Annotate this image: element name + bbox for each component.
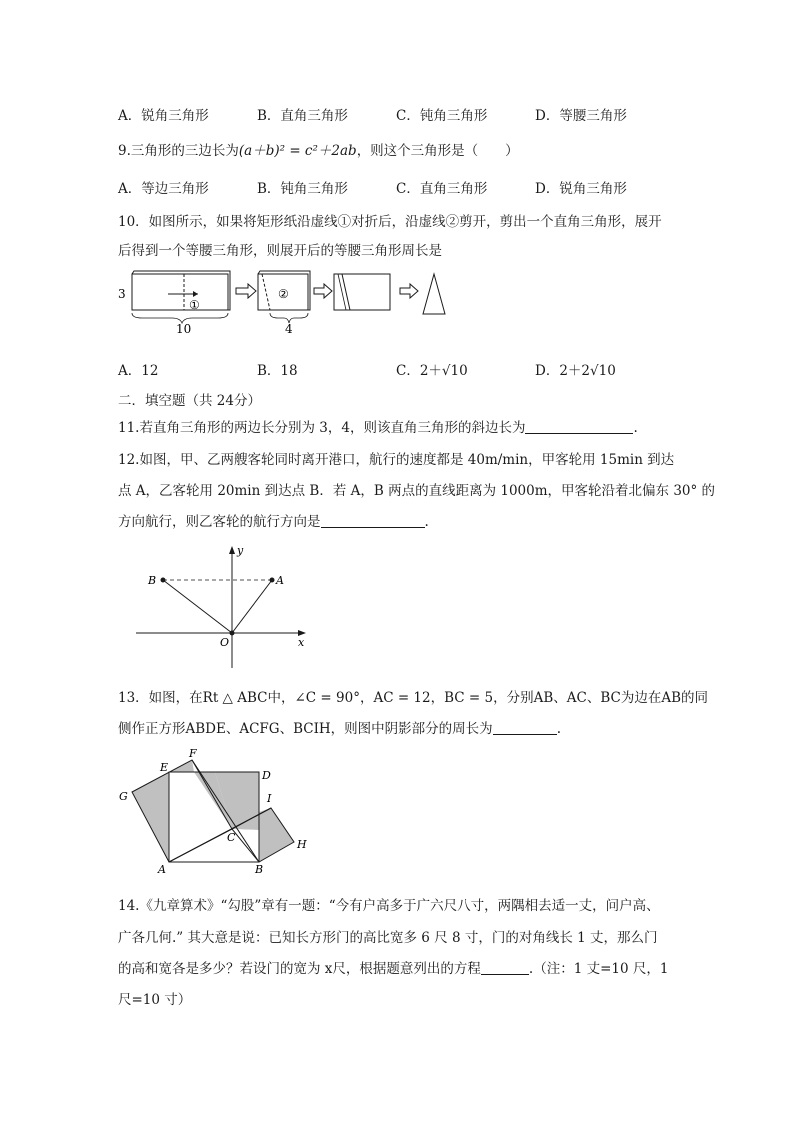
q10-figure: [112, 266, 462, 338]
q9-option-a: A．等边三角形: [118, 181, 209, 197]
q10-option-d: D．2＋2√10: [535, 363, 616, 379]
q14-line2: 广各几何.” 其大意是说：已知长方形门的高比宽多 6 尺 8 寸，门的对角线长 1 丈，那么门: [118, 930, 658, 946]
q9-option-b: B．钝角三角形: [257, 181, 348, 197]
q12-line3-text: 方向航行，则乙客轮的航行方向是: [118, 514, 321, 530]
q11-text: 11.若直角三角形的两边长分别为 3，4，则该直角三角形的斜边长为: [118, 420, 526, 436]
q13-line2-text: 侧作正方形ABDE、ACFG、BCIH，则图中阴影部分的周长为: [118, 721, 493, 737]
q10-option-c: C．2＋√10: [396, 363, 468, 379]
q11-end: .: [633, 420, 638, 436]
q14-answer-blank[interactable]: [481, 960, 529, 975]
q12-figure: [132, 540, 312, 672]
q8-option-a: A．锐角三角形: [118, 108, 209, 124]
label-f: F: [189, 747, 197, 760]
q8-option-b: B．直角三角形: [257, 108, 348, 124]
point-b: [161, 578, 166, 583]
label-a2: A: [158, 863, 166, 875]
q9-prefix: 9.三角形的三边长为: [118, 143, 239, 159]
paper-rect-1: [132, 274, 228, 310]
segment-ob: [163, 580, 232, 633]
section-2-heading: 二．填空题（共 24分）: [118, 393, 261, 409]
q12-line1: 12.如图，甲、乙两艘客轮同时离开港口，航行的速度都是 40m/min，甲客轮用 15min 到达: [118, 452, 675, 468]
q14-line4: 尺=10 寸）: [118, 992, 192, 1008]
label-y: y: [237, 544, 244, 557]
q12-end: .: [424, 514, 429, 530]
q10-option-a: A．12: [118, 363, 159, 379]
q14-line3: [118, 957, 668, 977]
segment-oa: [232, 580, 272, 633]
q12-line3: [118, 510, 429, 530]
q14-line3-text: 的高和宽各是多少？若设门的宽为 x尺，根据题意列出的方程: [118, 961, 481, 977]
point-o: [230, 631, 235, 636]
q10-line2: 后得到一个等腰三角形，则展开后的等腰三角形周长是: [118, 243, 442, 259]
label-10: 10: [176, 322, 192, 336]
q14-line1: 14.《九章算术》“勾股”章有一题：“今有户高多于广六尺八寸，两隅相去适一丈，问户高、: [118, 898, 660, 914]
q8-option-c: C．钝角三角形: [396, 108, 488, 124]
circle-2: ②: [278, 287, 289, 301]
q9-option-d: D．锐角三角形: [535, 181, 627, 197]
step-arrow-3: [400, 284, 418, 298]
step-arrow-2: [314, 284, 332, 298]
label-g: G: [119, 790, 128, 803]
label-d: D: [262, 769, 271, 782]
label-i: I: [267, 792, 272, 805]
circle-1: ①: [189, 298, 200, 312]
label-o: O: [220, 636, 230, 649]
q10-option-b: B．18: [257, 363, 298, 379]
q13-end: .: [556, 721, 561, 737]
q13-answer-blank[interactable]: [493, 720, 557, 735]
q11-answer-blank[interactable]: [525, 419, 633, 434]
label-h: H: [297, 838, 307, 851]
label-4: 4: [285, 322, 293, 336]
label-x: x: [298, 636, 305, 649]
label-c: C: [227, 831, 236, 844]
q11-question: [118, 416, 638, 436]
q10-line1: 10．如图所示，如果将矩形纸沿虚线①对折后，沿虚线②剪开，剪出一个直角三角形，展开: [118, 214, 662, 230]
q12-line2: 点 A，乙客轮用 20min 到达点 B．若 A，B 两点的直线距离为 1000m，甲客轮沿着北偏东 30° 的: [118, 483, 716, 499]
isosceles-triangle: [423, 274, 445, 314]
label-e: E: [160, 761, 169, 774]
q13-line1: 13．如图，在Rt △ ABC中，∠C = 90°，AC = 12，BC = 5，分别AB、AC、BC为边在AB的同: [118, 690, 708, 706]
q9-option-c: C．直角三角形: [396, 181, 488, 197]
point-a: [270, 578, 275, 583]
q9-question: [118, 139, 519, 159]
q9-formula: (a＋b)² = c²＋2ab: [238, 143, 357, 159]
q8-option-d: D．等腰三角形: [535, 108, 627, 124]
cut-line-2: [262, 274, 270, 310]
label-b2: B: [255, 863, 264, 875]
q9-suffix: ，则这个三角形是（ ）: [356, 143, 519, 159]
step-arrow-1: [236, 284, 256, 298]
label-3: 3: [118, 287, 126, 301]
label-a: A: [276, 574, 284, 587]
label-b: B: [148, 574, 157, 587]
q12-answer-blank[interactable]: [321, 513, 425, 528]
q14-line3-note: .（注：1 丈=10 尺，1: [528, 961, 669, 977]
q13-figure: [112, 745, 312, 875]
q13-line2: [118, 717, 561, 737]
